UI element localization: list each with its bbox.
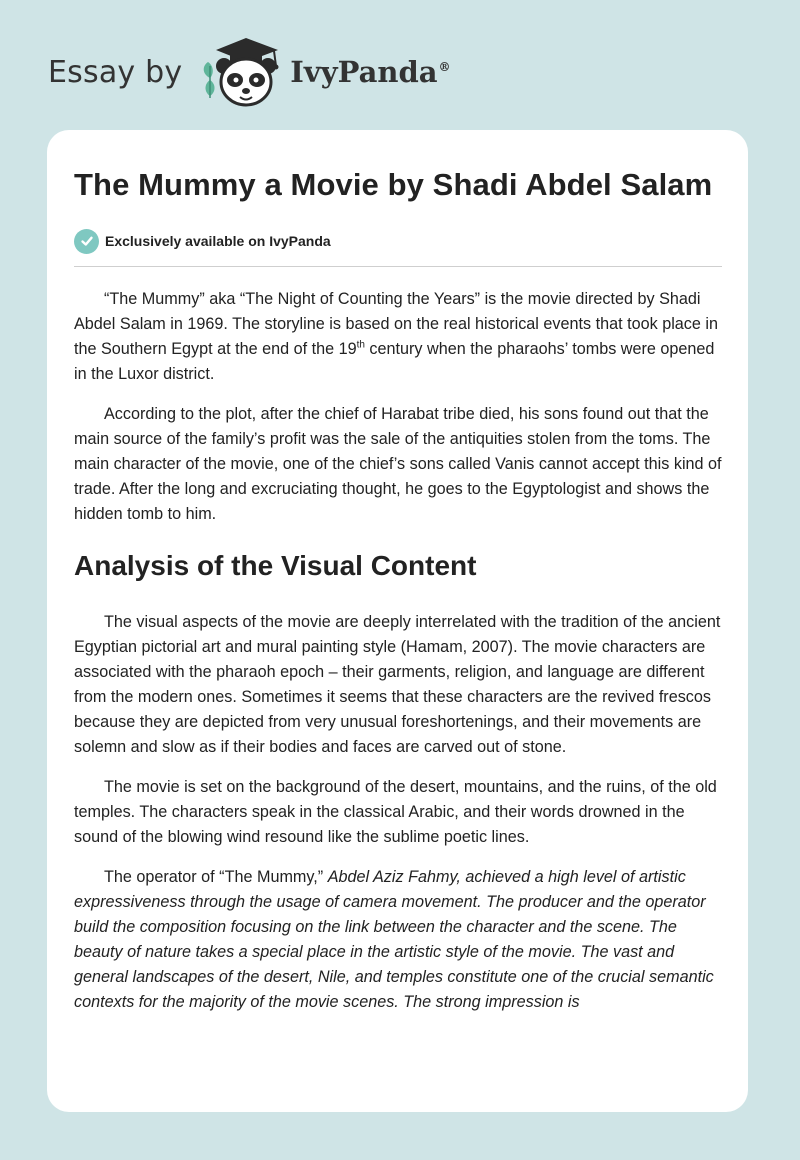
paragraph-3: The visual aspects of the movie are deeply interrelated with the tradition of the ancient Egyptian pictorial art and mural painting style (Hamam, 2007). The movie characters are associated with the pharaoh epoch – their garments, religion, and language are different from the modern ones. Sometimes it seems that these characters are the revived frescos because they are depicted from very unusual foreshortenings, and their movements are solemn and slow as if their bodies and faces are carved out of stone. xyxy=(74,613,721,756)
essay-title: The Mummy a Movie by Shadi Abdel Salam xyxy=(74,167,713,202)
superscript-th: th xyxy=(356,339,365,351)
essay-card xyxy=(47,130,748,1112)
exclusive-badge xyxy=(74,227,722,255)
paragraph-5-text: The operator of “The Mummy,” xyxy=(104,868,328,886)
paragraph-5 xyxy=(74,865,722,1015)
paragraph-5-italic: Abdel Aziz Fahmy, achieved a high level of artistic expressiveness through the usage of camera movement. The producer and the operator build the composition focusing on the link between the character and the scene. The beauty of nature takes a special place in the artistic style of the movie. The vast and general landscapes of the desert, Nile, and temples constitute one of the crucial semantic contexts for the majority of the movie scenes. The strong impression is xyxy=(74,868,714,1011)
brand-name xyxy=(290,55,450,89)
paragraph-2: According to the plot, after the chief of Harabat tribe died, his sons found out that the main source of the family’s profit was the sale of the antiquities stolen from the toms. The main character of the movie, one of the chief’s sons called Vanis cannot accept this kind of trade. After the long and excruciating thought, he goes to the Egyptologist and shows the hidden tomb to him. xyxy=(74,405,722,523)
divider xyxy=(74,266,722,267)
exclusive-badge-label: Exclusively available on IvyPanda xyxy=(105,233,331,249)
paragraph-1-text: “The Mummy” aka “The Night of Counting the Years” is the movie directed by Shadi Abdel Salam in 1969. The storyline is based on the real historical events that took place in the Southern Egypt at the end of the 19 xyxy=(74,290,718,358)
section-heading: Analysis of the Visual Content xyxy=(74,550,477,581)
check-circle-icon xyxy=(74,229,99,254)
paragraph-1-text-end: century when the pharaohs’ tombs were opened in the Luxor district. xyxy=(74,340,715,383)
panda-graduate-icon xyxy=(196,36,286,108)
brand-prefix: Essay by xyxy=(48,54,183,90)
registered-mark: ® xyxy=(438,60,451,75)
brand-header xyxy=(48,36,451,108)
paragraph-1 xyxy=(74,287,722,387)
brand-name-text: IvyPanda xyxy=(290,55,438,89)
paragraph-4: The movie is set on the background of the desert, mountains, and the ruins, of the old temples. The characters speak in the classical Arabic, and their words drowned in the sound of the blowing wind resound like the sublime poetic lines. xyxy=(74,778,717,846)
